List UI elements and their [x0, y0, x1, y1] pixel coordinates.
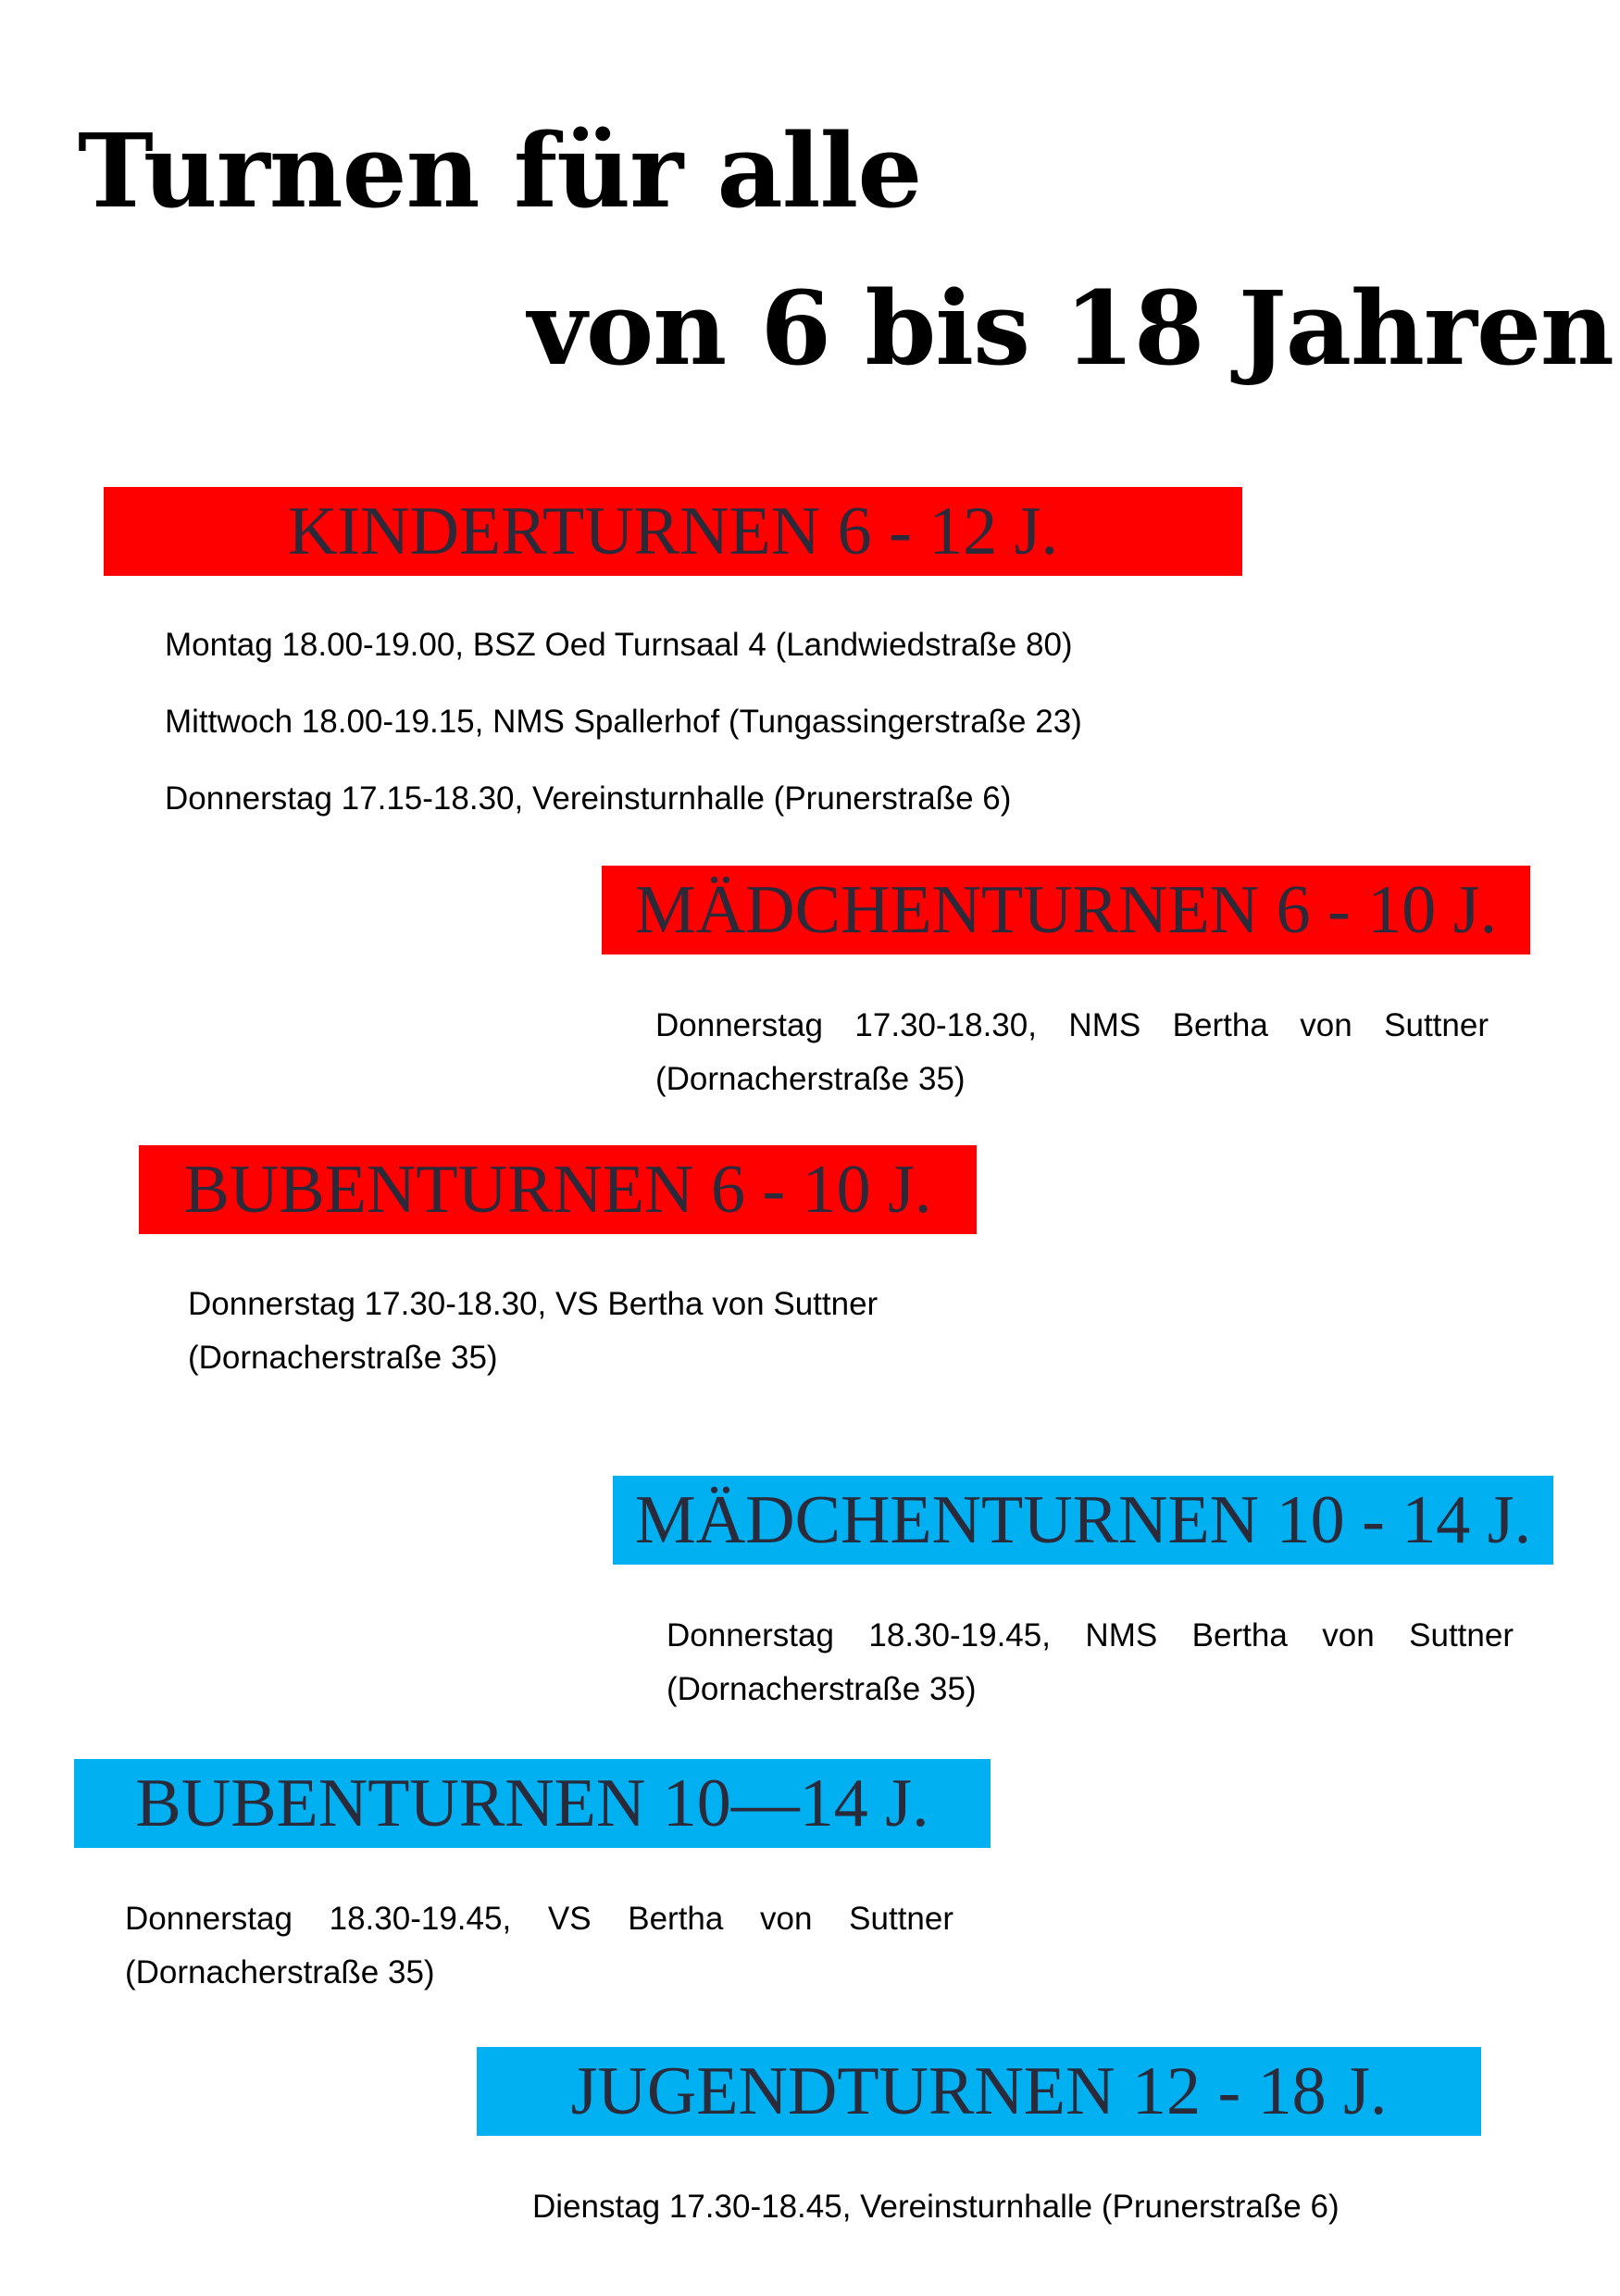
schedule-line: Donnerstag 17.15-18.30, Vereinsturnhalle (Prunerstraße 6)	[165, 780, 1012, 817]
page-title-line-1: Turnen für alle	[78, 111, 922, 231]
schedule-bubenturnen-6-10: Donnerstag 17.30-18.30, VS Bertha von Suttner (Dornacherstraße 35)	[188, 1286, 879, 1376]
schedule-line: Mittwoch 18.00-19.15, NMS Spallerhof (Tungassingerstraße 23)	[165, 704, 1082, 740]
section-heading-bubenturnen-6-10: BUBENTURNEN 6 - 10 J.	[139, 1145, 977, 1234]
section-heading-bubenturnen-10-14: BUBENTURNEN 10—14 J.	[74, 1759, 991, 1848]
schedule-maedchenturnen-6-10: Donnerstag 17.30-18.30, NMS Bertha von Suttner (Dornacherstraße 35)	[655, 1007, 1489, 1097]
schedule-kinderturnen	[165, 618, 1082, 849]
section-heading-jugendturnen: JUGENDTURNEN 12 - 18 J.	[477, 2047, 1481, 2136]
section-heading-maedchenturnen-10-14: MÄDCHENTURNEN 10 - 14 J.	[613, 1476, 1553, 1565]
page-title-line-2: von 6 bis 18 Jahren	[528, 268, 1614, 388]
schedule-maedchenturnen-10-14: Donnerstag 18.30-19.45, NMS Bertha von Suttner (Dornacherstraße 35)	[667, 1617, 1514, 1707]
schedule-jugendturnen: Dienstag 17.30-18.45, Vereinsturnhalle (Prunerstraße 6)	[532, 2189, 1340, 2225]
section-heading-kinderturnen: KINDERTURNEN 6 - 12 J.	[104, 487, 1242, 576]
schedule-line: Montag 18.00-19.00, BSZ Oed Turnsaal 4 (Landwiedstraße 80)	[165, 627, 1073, 663]
section-heading-maedchenturnen-6-10: MÄDCHENTURNEN 6 - 10 J.	[602, 866, 1530, 955]
schedule-bubenturnen-10-14: Donnerstag 18.30-19.45, VS Bertha von Suttner (Dornacherstraße 35)	[125, 1901, 953, 1990]
